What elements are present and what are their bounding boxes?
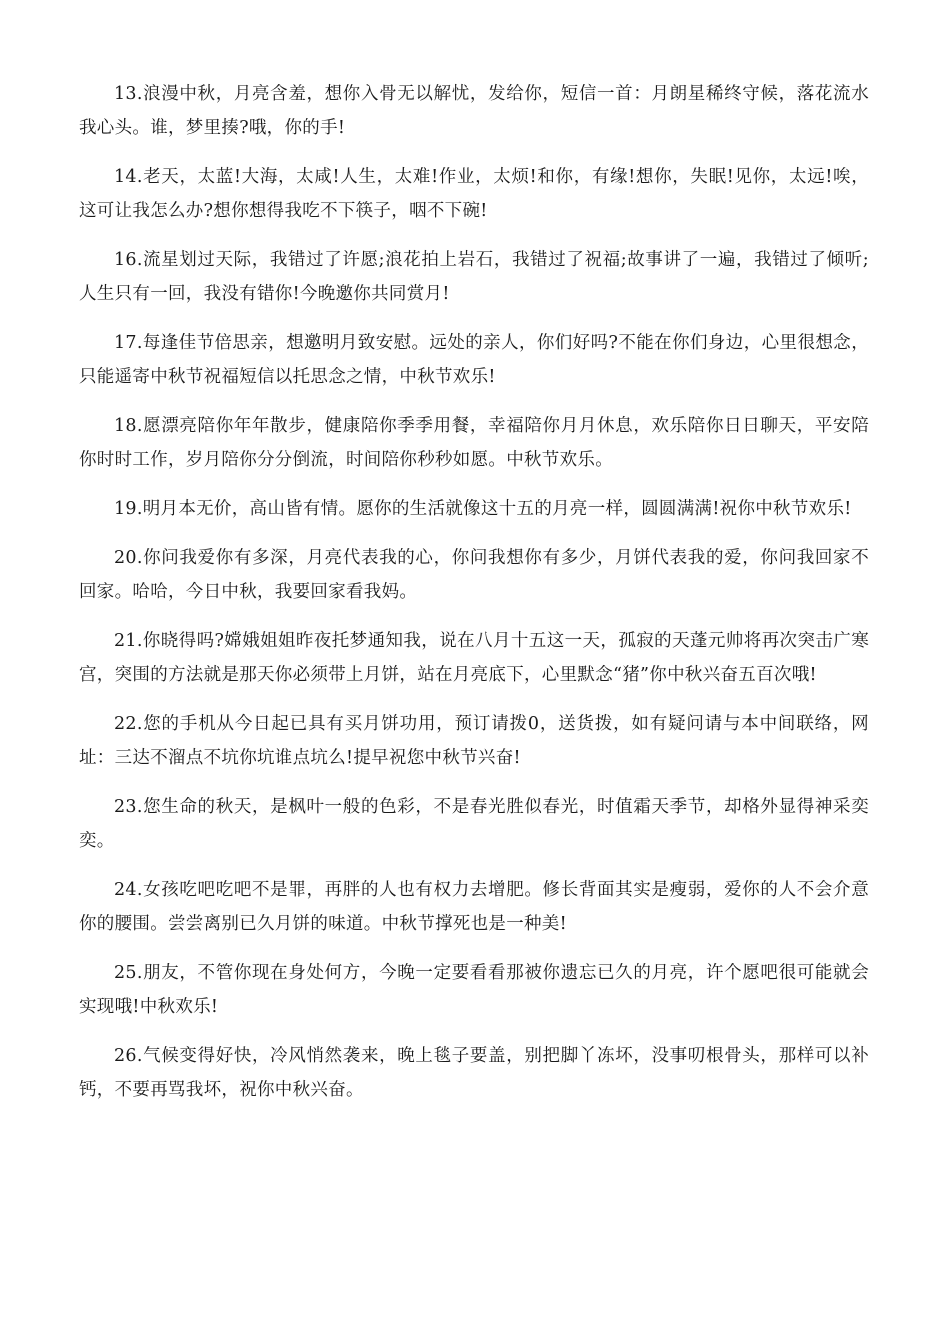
paragraph-20: 20.你问我爱你有多深，月亮代表我的心，你问我想你有多少，月饼代表我的爱，你问我回家不回家。哈哈，今日中秋，我要回家看我妈。	[79, 548, 869, 602]
paragraph-14: 14.老天，太蓝!大海，太咸!人生，太难!作业，太烦!和你，有缘!想你，失眠!见你，太远!唉，这可让我怎么办?想你想得我吃不下筷子，咽不下碗!	[79, 167, 869, 221]
paragraph-17: 17.每逢佳节倍思亲，想邀明月致安慰。远处的亲人，你们好吗?不能在你们身边，心里很想念，只能遥寄中秋节祝福短信以托思念之情，中秋节欢乐!	[79, 333, 869, 387]
paragraph-26: 26.气候变得好快，冷风悄然袭来，晚上毯子要盖，别把脚丫冻坏，没事叨根骨头，那样可以补钙，不要再骂我坏，祝你中秋兴奋。	[79, 1046, 869, 1100]
paragraph-23: 23.您生命的秋天，是枫叶一般的色彩，不是春光胜似春光，时值霜天季节，却格外显得神采奕奕。	[79, 797, 869, 851]
paragraph-19: 19.明月本无价，高山皆有情。愿你的生活就像这十五的月亮一样，圆圆满满!祝你中秋节欢乐!	[114, 499, 852, 519]
paragraph-18: 18.愿漂亮陪你年年散步，健康陪你季季用餐，幸福陪你月月休息，欢乐陪你日日聊天，平安陪你时时工作，岁月陪你分分倒流，时间陪你秒秒如愿。中秋节欢乐。	[79, 416, 869, 470]
paragraph-25: 25.朋友，不管你现在身处何方，今晚一定要看看那被你遗忘已久的月亮，许个愿吧很可能就会实现哦!中秋欢乐!	[79, 963, 869, 1017]
paragraph-21: 21.你晓得吗?嫦娥姐姐昨夜托梦通知我，说在八月十五这一天，孤寂的天蓬元帅将再次突击广寒宫，突围的方法就是那天你必须带上月饼，站在月亮底下，心里默念“猪”你中秋兴奋五百次哦!	[79, 631, 869, 685]
paragraph-16: 16.流星划过天际，我错过了许愿;浪花拍上岩石，我错过了祝福;故事讲了一遍，我错过了倾听;人生只有一回，我没有错你!今晚邀你共同赏月!	[79, 250, 869, 304]
paragraph-24: 24.女孩吃吧吃吧不是罪，再胖的人也有权力去增肥。修长背面其实是瘦弱，爱你的人不会介意你的腰围。尝尝离别已久月饼的味道。中秋节撑死也是一种美!	[79, 880, 869, 934]
document-body	[79, 77, 869, 1122]
paragraph-22: 22.您的手机从今日起已具有买月饼功用，预订请拨0，送货拨，如有疑问请与本中间联络，网址：三达不溜点不坑你坑谁点坑么!提早祝您中秋节兴奋!	[79, 714, 869, 768]
paragraph-13: 13.浪漫中秋，月亮含羞，想你入骨无以解忧，发给你，短信一首：月朗星稀终守候，落花流水我心头。谁，梦里揍?哦，你的手!	[79, 84, 869, 138]
